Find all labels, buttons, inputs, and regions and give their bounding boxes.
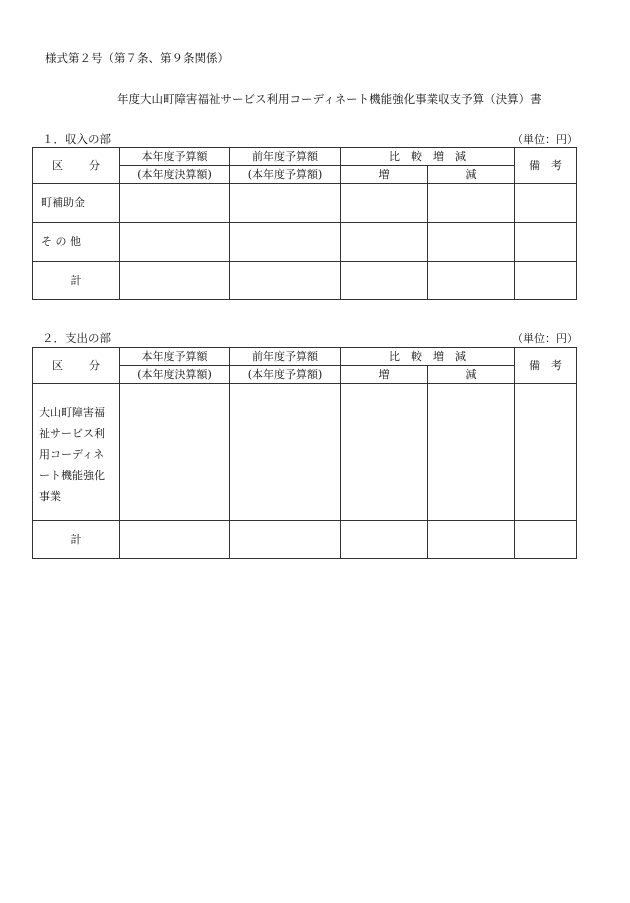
current-settlement-header: (本年度決算額) (120, 166, 230, 184)
row-label: 町補助金 (33, 184, 120, 223)
kubun-header: 区 分 (33, 148, 120, 184)
income-table (32, 147, 577, 300)
decrease-header: 減 (428, 366, 515, 384)
compare-header: 比 較 増 減 (341, 148, 515, 166)
table-row (33, 184, 577, 223)
prev-budget-paren-header: (本年度予算額) (230, 166, 341, 184)
prev-budget-paren-header: (本年度予算額) (230, 366, 341, 384)
total-label: 計 (33, 262, 120, 300)
expense-unit-label: （単位：円） (512, 332, 578, 345)
total-row (33, 262, 577, 300)
kubun-header: 区 分 (33, 348, 120, 384)
table-row (33, 223, 577, 262)
compare-header: 比 較 増 減 (341, 348, 515, 366)
total-label: 計 (33, 521, 120, 559)
document-title: 年度大山町障害福祉サービス利用コーディネート機能強化事業収支予算（決算）書 (117, 92, 542, 106)
total-row (33, 521, 577, 559)
prev-budget-header: 前年度予算額 (230, 148, 341, 166)
increase-header: 増 (341, 166, 428, 184)
current-settlement-header: (本年度決算額) (120, 366, 230, 384)
current-budget-header: 本年度予算額 (120, 348, 230, 366)
form-number: 様式第２号（第７条、第９条関係） (45, 51, 229, 65)
remarks-header: 備 考 (515, 348, 577, 384)
prev-budget-header: 前年度予算額 (230, 348, 341, 366)
expense-item-label: 大山町障害福 祉サービス利 用コーディネ ート機能強化 事業 (33, 384, 120, 521)
current-budget-header: 本年度予算額 (120, 148, 230, 166)
decrease-header: 減 (428, 166, 515, 184)
income-section-label: １．収入の部 (42, 132, 111, 146)
increase-header: 増 (341, 366, 428, 384)
row-label: そ の 他 (33, 223, 120, 262)
remarks-header: 備 考 (515, 148, 577, 184)
expense-section-label: ２．支出の部 (42, 331, 111, 345)
expense-table (32, 347, 577, 559)
income-unit-label: （単位：円） (512, 133, 578, 146)
table-row (33, 384, 577, 521)
